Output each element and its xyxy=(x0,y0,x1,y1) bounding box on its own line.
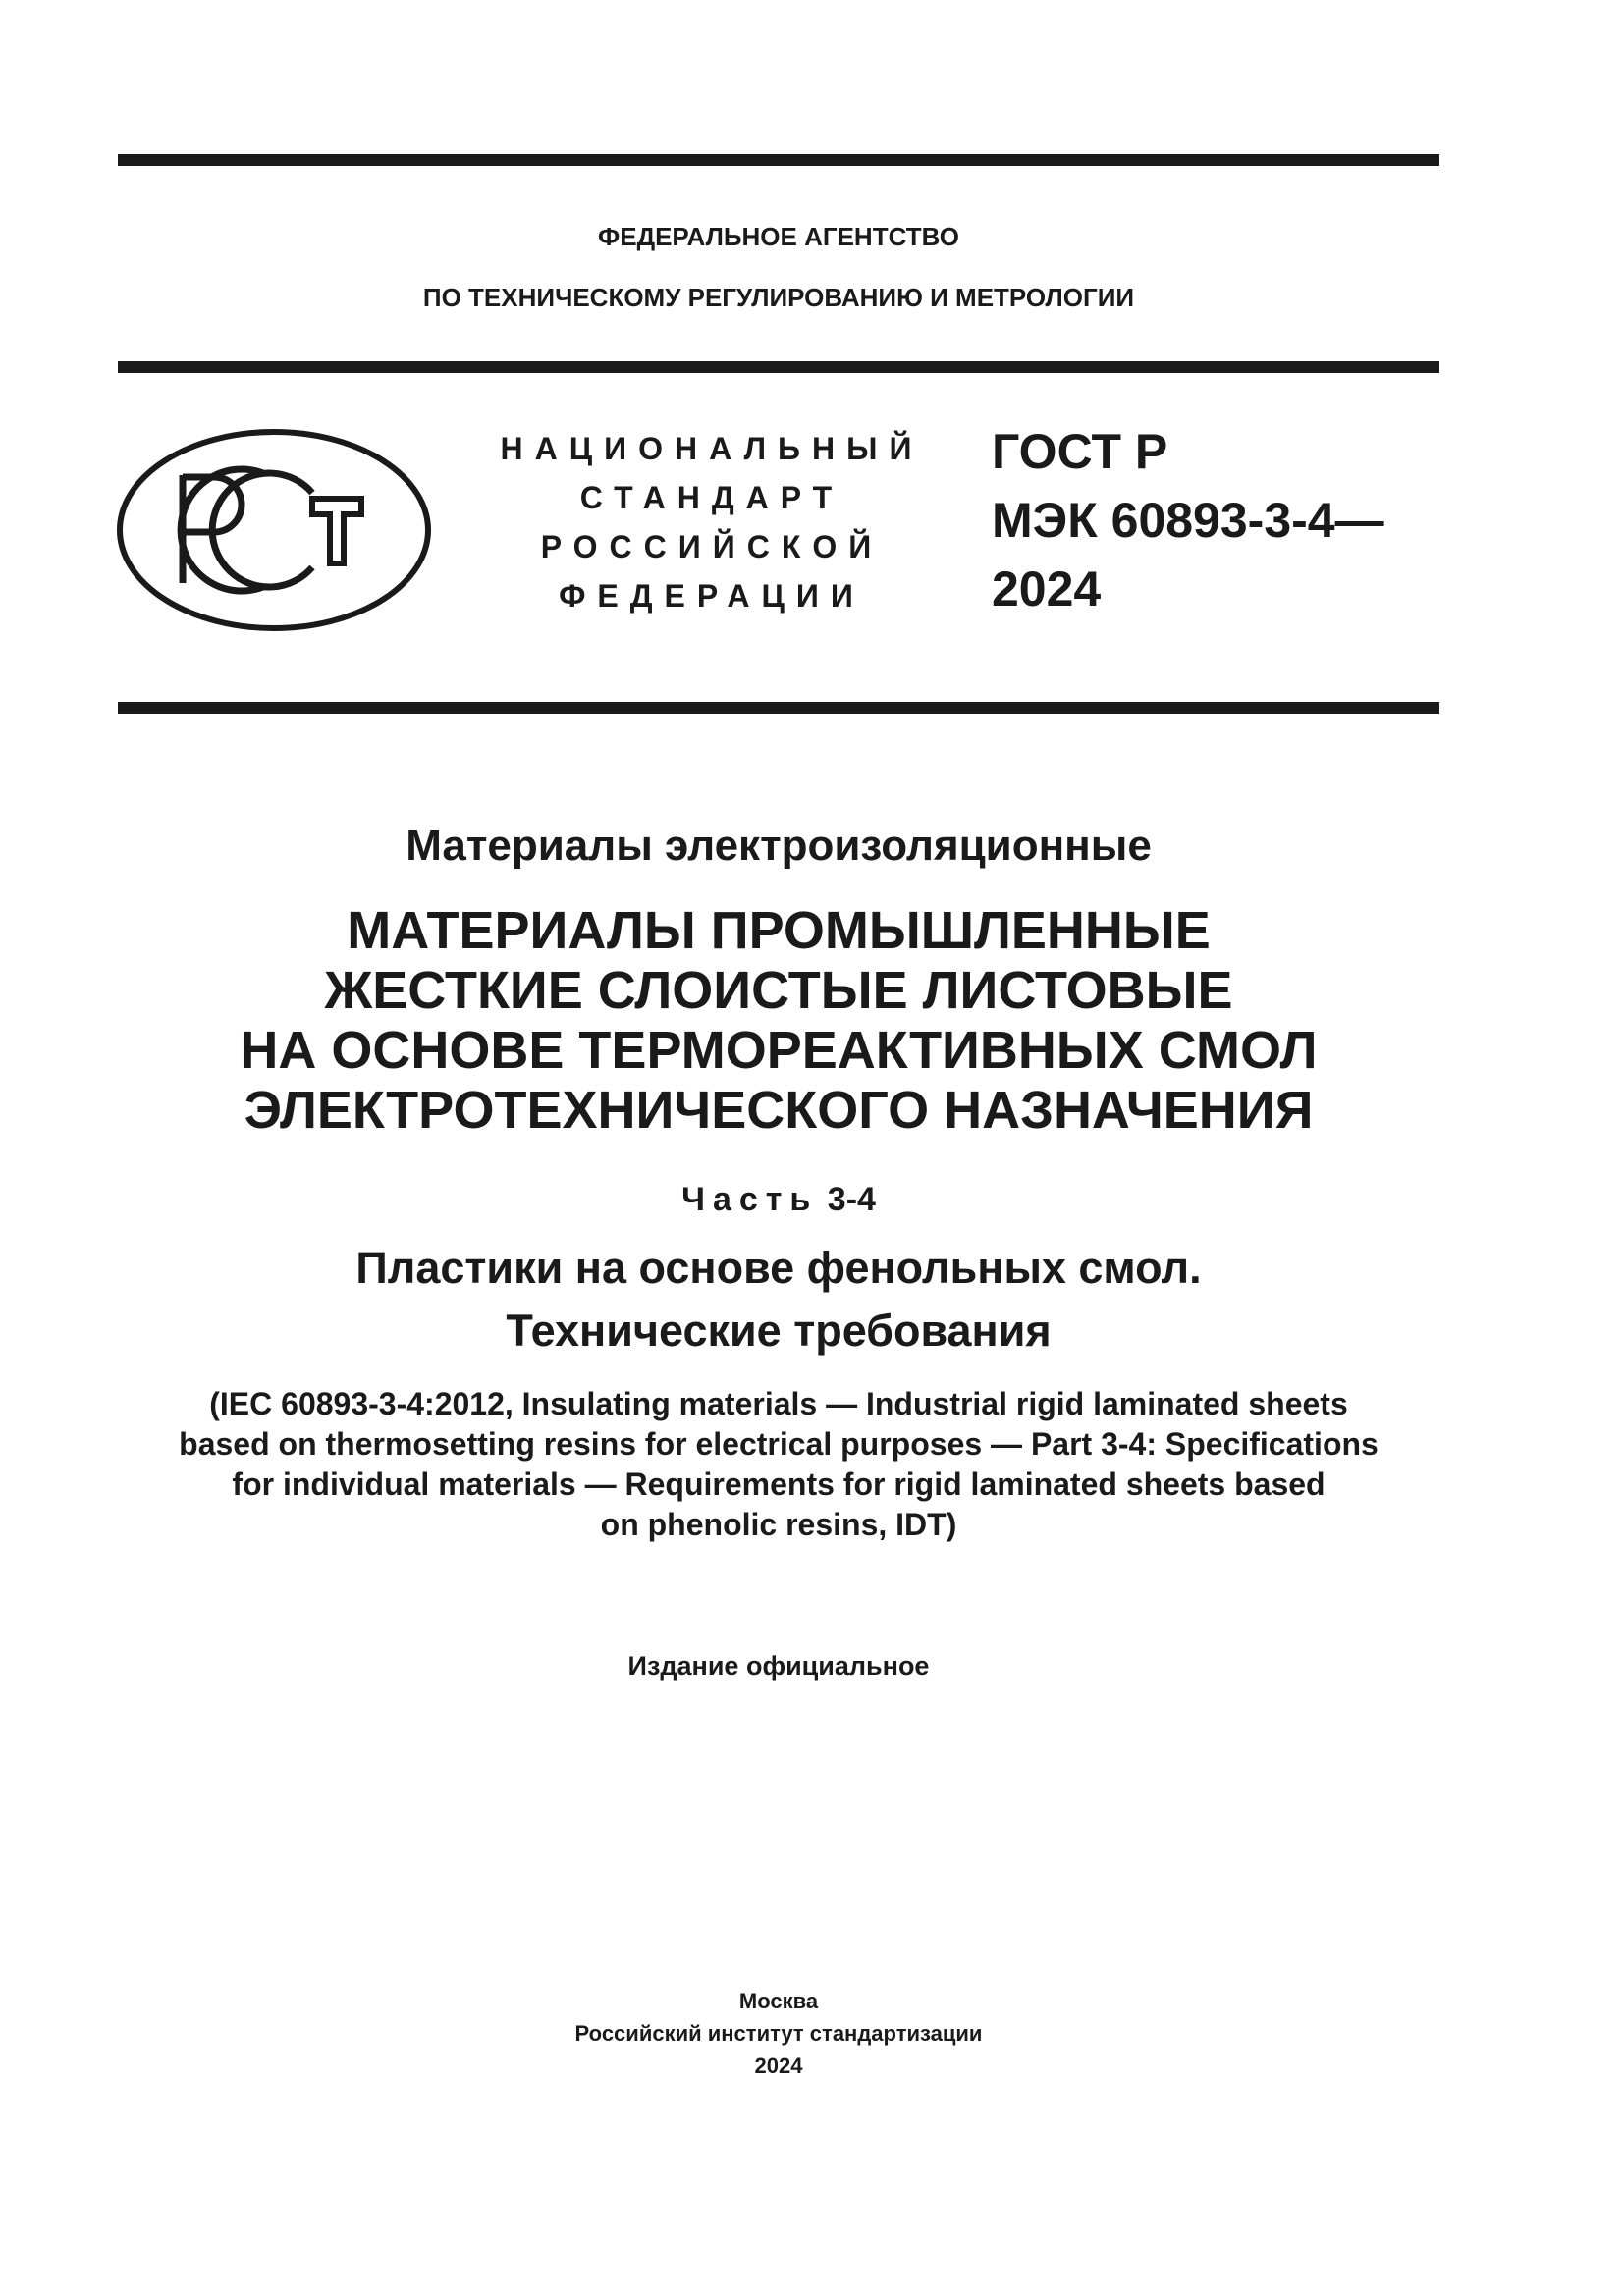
national-standard-line-3: РОССИЙСКОЙ xyxy=(540,529,884,564)
iec-line-1: (IEC 60893-3-4:2012, Insulating materials — Industrial rigid laminated sheets xyxy=(209,1386,1348,1421)
imprint-year: 2024 xyxy=(754,2054,803,2078)
iec-line-2: based on thermosetting resins for electrical purposes — Part 3-4: Specifications xyxy=(179,1426,1379,1462)
main-title-line-1: МАТЕРИАЛЫ ПРОМЫШЛЕННЫЕ xyxy=(347,901,1211,960)
iec-line-4: on phenolic resins, IDT) xyxy=(600,1507,957,1542)
iec-reference xyxy=(118,1384,1439,1545)
iec-line-3: for individual materials — Requirements for rigid laminated sheets based xyxy=(232,1467,1326,1502)
main-title xyxy=(118,901,1439,1141)
national-standard-line-4: ФЕДЕРАЦИИ xyxy=(559,578,865,614)
imprint-city: Москва xyxy=(738,1989,819,2013)
main-title-line-4: ЭЛЕКТРОТЕХНИЧЕСКОГО НАЗНАЧЕНИЯ xyxy=(244,1081,1314,1140)
national-standard-line-1: НАЦИОНАЛЬНЫЙ xyxy=(500,431,924,466)
designation-line-2: МЭК 60893-3-4— xyxy=(992,493,1384,548)
part-title xyxy=(118,1237,1439,1362)
part-title-line-1: Пластики на основе фенольных смол. xyxy=(355,1243,1202,1293)
agency-line-1: ФЕДЕРАЛЬНОЕ АГЕНТСТВО xyxy=(598,222,959,251)
designation-line-3: 2024 xyxy=(992,561,1102,616)
general-title: Материалы электроизоляционные xyxy=(406,822,1152,870)
main-title-line-2: ЖЕСТКИЕ СЛОИСТЫЕ ЛИСТОВЫЕ xyxy=(324,961,1233,1020)
main-title-line-3: НА ОСНОВЕ ТЕРМОРЕАКТИВНЫХ СМОЛ xyxy=(240,1021,1318,1080)
imprint-publisher: Российский институт стандартизации xyxy=(574,2021,983,2046)
rst-logo-icon xyxy=(116,428,432,632)
national-standard-label xyxy=(481,424,943,620)
agency-header xyxy=(118,206,1439,328)
national-standard-line-2: СТАНДАРТ xyxy=(579,480,844,515)
header-rule xyxy=(118,361,1439,373)
designation-line-1: ГОСТ Р xyxy=(992,424,1168,479)
top-rule xyxy=(118,154,1439,166)
part-label: Часть xyxy=(681,1181,819,1218)
part-number: 3-4 xyxy=(827,1181,876,1218)
agency-line-2: ПО ТЕХНИЧЕСКОМУ РЕГУЛИРОВАНИЮ И МЕТРОЛОГИИ xyxy=(422,283,1135,312)
title-rule xyxy=(118,702,1439,714)
standard-designation xyxy=(992,417,1384,623)
part-heading xyxy=(118,1175,1439,1224)
imprint xyxy=(118,1985,1439,2082)
part-title-line-2: Технические требования xyxy=(506,1306,1052,1356)
edition-label: Издание официальное xyxy=(627,1651,930,1681)
